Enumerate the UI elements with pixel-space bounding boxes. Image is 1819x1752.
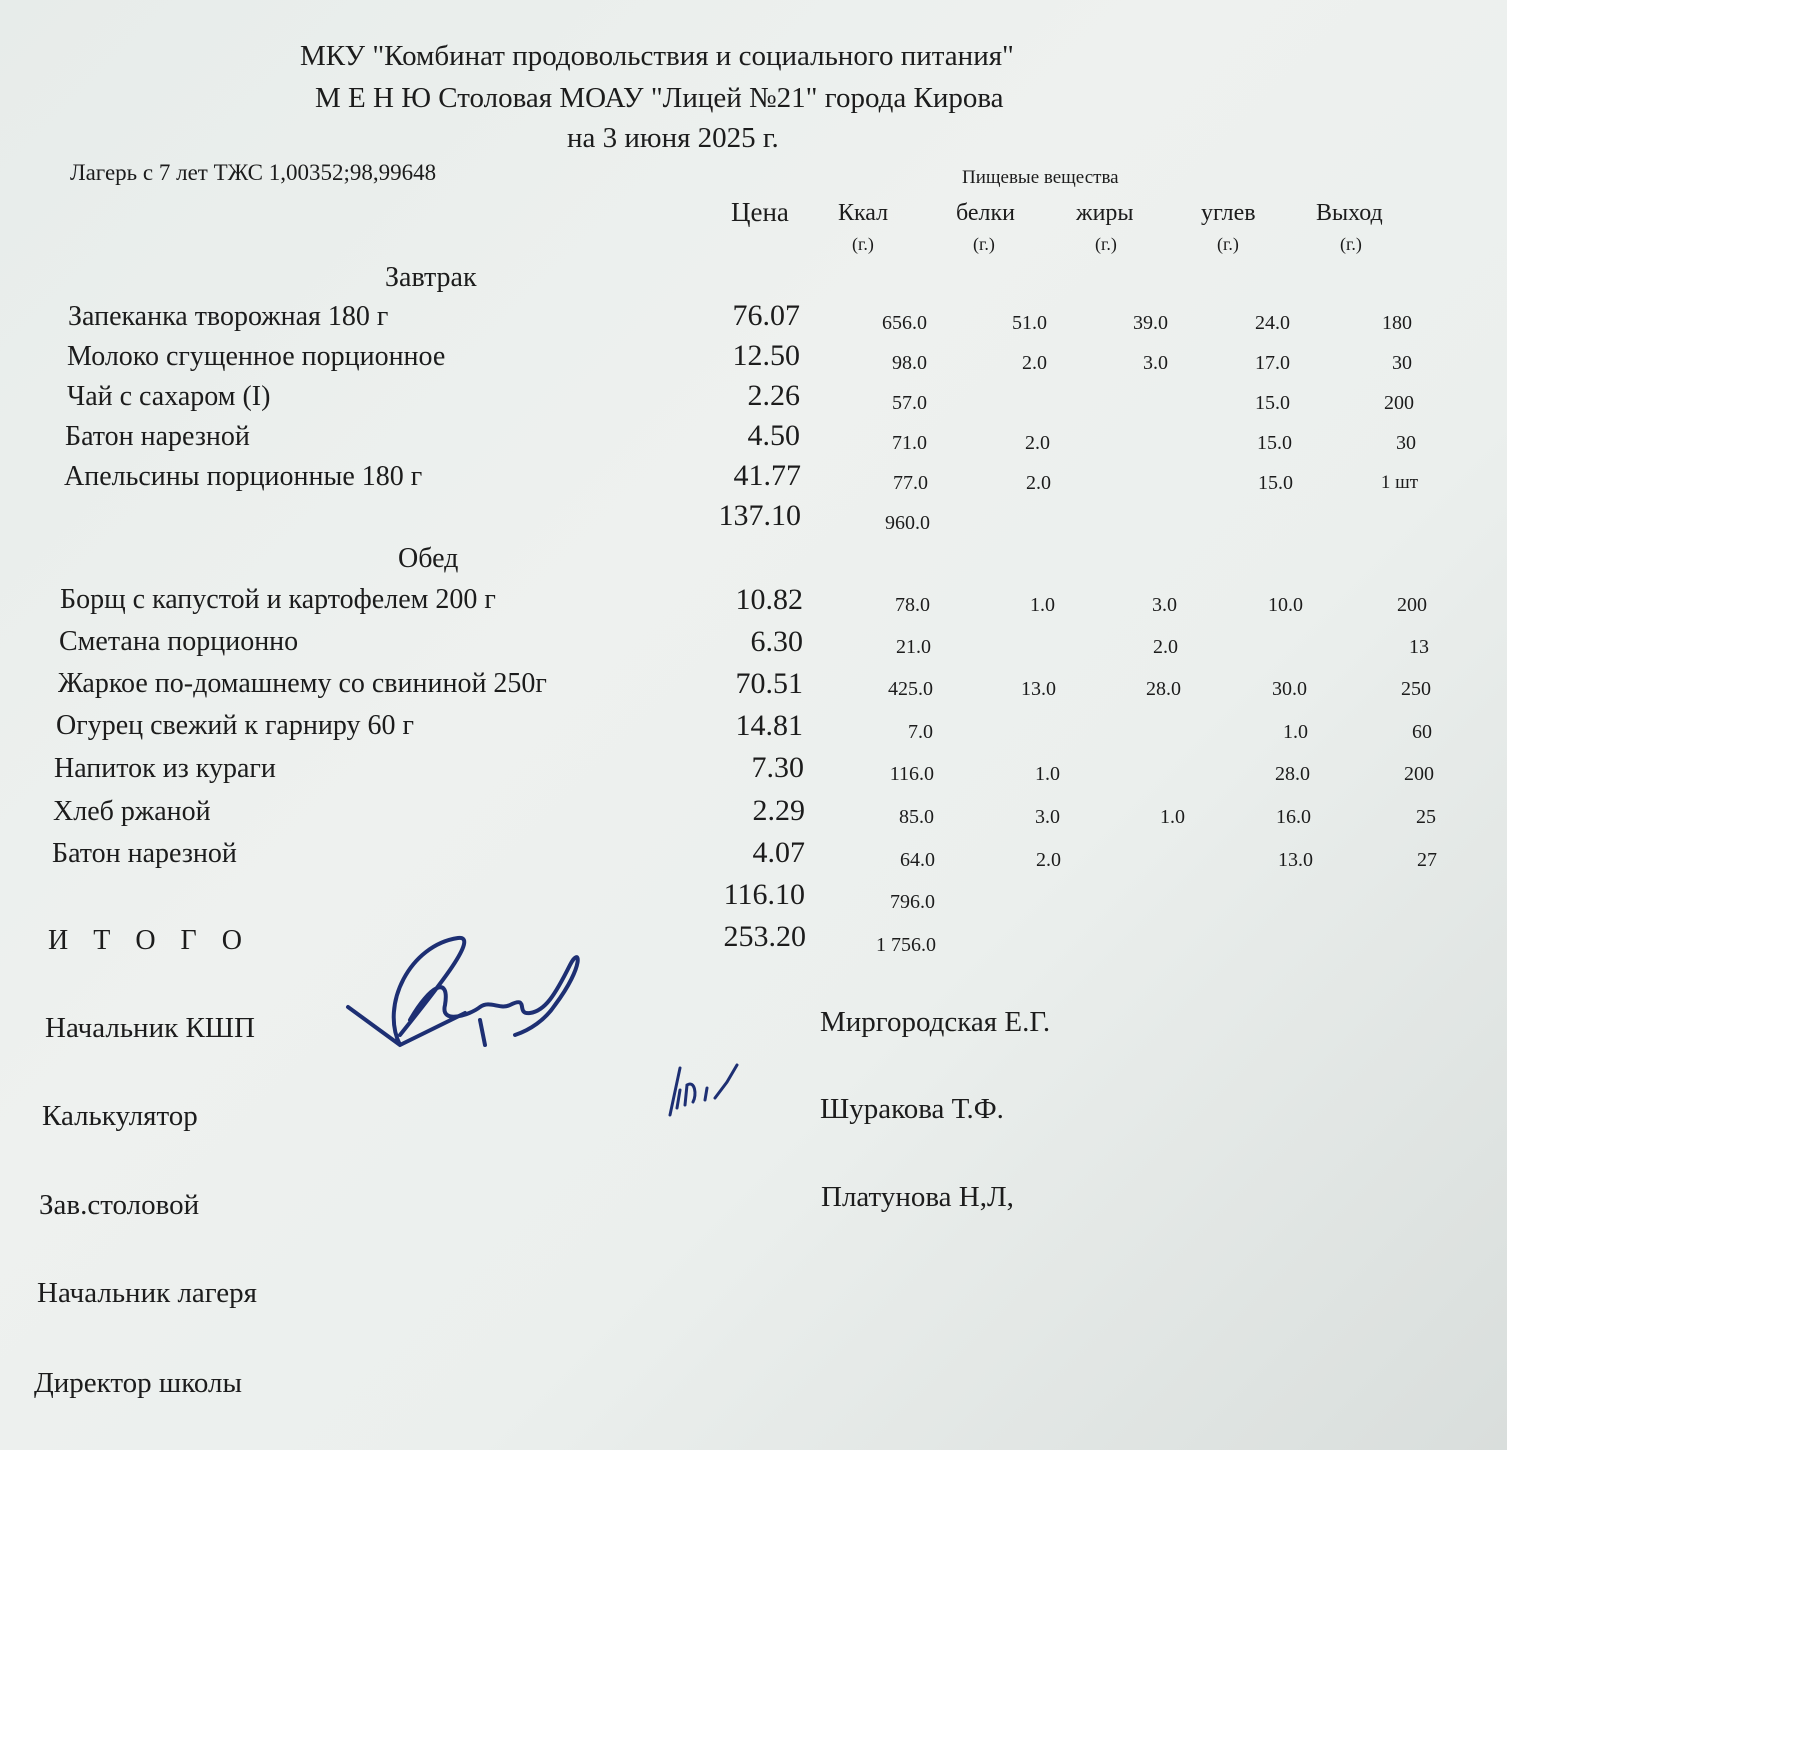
col-kcal-unit: (г.) bbox=[852, 234, 874, 254]
signature-role: Директор школы bbox=[34, 1367, 242, 1399]
menu-item-carbs: 10.0 bbox=[1268, 594, 1303, 616]
menu-item-yield: 250 bbox=[1401, 678, 1431, 700]
menu-item-protein: 51.0 bbox=[1012, 312, 1047, 334]
col-fat-header: жиры bbox=[1076, 200, 1134, 226]
col-carbs-unit: (г.) bbox=[1217, 234, 1239, 254]
menu-item-carbs: 28.0 bbox=[1275, 763, 1310, 785]
menu-item-fat: 3.0 bbox=[1143, 352, 1168, 374]
signature-role: Начальник КШП bbox=[45, 1012, 255, 1044]
menu-item-yield: 60 bbox=[1412, 721, 1432, 743]
menu-item-kcal: 85.0 bbox=[899, 806, 934, 828]
menu-item-price: 12.50 bbox=[732, 339, 800, 372]
menu-item-kcal: 116.0 bbox=[889, 763, 934, 785]
menu-item-price: 2.26 bbox=[747, 379, 800, 412]
col-carbs-header: углев bbox=[1201, 200, 1256, 226]
menu-item-protein: 1.0 bbox=[1035, 763, 1060, 785]
menu-item-yield: 30 bbox=[1392, 352, 1412, 374]
nutrients-header: Пищевые вещества bbox=[962, 167, 1119, 188]
menu-item-yield: 200 bbox=[1384, 392, 1414, 414]
menu-item-price: 41.77 bbox=[733, 459, 801, 492]
menu-item-carbs: 17.0 bbox=[1255, 352, 1290, 374]
menu-item-protein: 3.0 bbox=[1035, 806, 1060, 828]
menu-item-price: 76.07 bbox=[732, 299, 800, 332]
menu-item-name: Сметана порционно bbox=[59, 626, 299, 657]
signature-role: Зав.столовой bbox=[39, 1189, 200, 1221]
lunch-total-price: 116.10 bbox=[723, 878, 805, 911]
menu-item-carbs: 15.0 bbox=[1257, 432, 1292, 454]
menu-item-name: Батон нарезной bbox=[52, 838, 237, 869]
menu-item-yield: 200 bbox=[1404, 763, 1434, 785]
col-yield-unit: (г.) bbox=[1340, 234, 1362, 254]
menu-item-price: 7.30 bbox=[751, 751, 804, 784]
menu-item-carbs: 15.0 bbox=[1258, 472, 1293, 494]
grand-total-price: 253.20 bbox=[723, 920, 806, 953]
col-price-header: Цена bbox=[731, 197, 789, 227]
signature-name: Миргородская Е.Г. bbox=[820, 1006, 1051, 1038]
menu-item-name: Хлеб ржаной bbox=[53, 796, 211, 827]
menu-item-yield: 25 bbox=[1416, 806, 1436, 828]
menu-item-protein: 2.0 bbox=[1036, 849, 1061, 871]
menu-item-carbs: 1.0 bbox=[1283, 721, 1308, 743]
col-protein-header: белки bbox=[956, 200, 1016, 226]
menu-item-name: Чай с сахаром (I) bbox=[67, 381, 271, 412]
menu-item-fat: 28.0 bbox=[1146, 678, 1181, 700]
menu-item-kcal: 57.0 bbox=[892, 392, 927, 414]
breakfast-total-kcal: 960.0 bbox=[885, 512, 930, 534]
col-kcal-header: Ккал bbox=[838, 200, 889, 226]
menu-item-kcal: 425.0 bbox=[888, 678, 933, 700]
breakfast-total-price: 137.10 bbox=[718, 499, 801, 532]
menu-item-protein: 1.0 bbox=[1030, 594, 1055, 616]
signature-role: Начальник лагеря bbox=[37, 1277, 258, 1309]
menu-item-kcal: 71.0 bbox=[892, 432, 927, 454]
menu-item-yield: 180 bbox=[1382, 312, 1412, 334]
menu-item-name: Батон нарезной bbox=[65, 421, 250, 452]
menu-item-yield: 30 bbox=[1396, 432, 1416, 454]
menu-item-fat: 3.0 bbox=[1152, 594, 1177, 616]
section-breakfast-title: Завтрак bbox=[385, 262, 477, 293]
menu-item-protein: 2.0 bbox=[1022, 352, 1047, 374]
signature-role: Калькулятор bbox=[42, 1100, 198, 1132]
menu-item-price: 6.30 bbox=[750, 625, 803, 658]
menu-title: М Е Н Ю Столовая МОАУ "Лицей №21" города Кирова bbox=[315, 82, 1004, 114]
org-title: МКУ "Комбинат продовольствия и социального питания" bbox=[300, 40, 1014, 72]
col-protein-unit: (г.) bbox=[973, 234, 995, 254]
menu-date: на 3 июня 2025 г. bbox=[567, 122, 779, 154]
menu-item-kcal: 77.0 bbox=[893, 472, 928, 494]
menu-item-price: 14.81 bbox=[735, 709, 803, 742]
menu-item-carbs: 13.0 bbox=[1278, 849, 1313, 871]
lunch-total-kcal: 796.0 bbox=[890, 891, 935, 913]
menu-item-yield: 1 шт bbox=[1380, 472, 1418, 493]
menu-item-kcal: 7.0 bbox=[908, 721, 933, 743]
menu-item-kcal: 98.0 bbox=[892, 352, 927, 374]
section-lunch-title: Обед bbox=[398, 543, 459, 574]
menu-item-fat: 2.0 bbox=[1153, 636, 1178, 658]
menu-item-name: Запеканка творожная 180 г bbox=[68, 301, 389, 332]
grand-total-label: И Т О Г О bbox=[48, 925, 251, 956]
signature-name: Платунова Н,Л, bbox=[821, 1181, 1014, 1213]
menu-item-name: Апельсины порционные 180 г bbox=[64, 461, 423, 492]
menu-item-price: 10.82 bbox=[735, 583, 803, 616]
menu-item-carbs: 24.0 bbox=[1255, 312, 1290, 334]
menu-item-kcal: 21.0 bbox=[896, 636, 931, 658]
menu-item-name: Жаркое по-домашнему со свининой 250г bbox=[58, 668, 547, 699]
col-yield-header: Выход bbox=[1316, 200, 1383, 226]
menu-item-price: 70.51 bbox=[735, 667, 803, 700]
menu-item-yield: 200 bbox=[1397, 594, 1427, 616]
menu-item-kcal: 64.0 bbox=[900, 849, 935, 871]
menu-item-name: Молоко сгущенное порционное bbox=[67, 341, 446, 372]
menu-item-price: 2.29 bbox=[752, 794, 805, 827]
menu-item-name: Напиток из кураги bbox=[54, 753, 276, 784]
menu-item-fat: 39.0 bbox=[1133, 312, 1168, 334]
menu-item-yield: 13 bbox=[1409, 636, 1429, 658]
menu-item-fat: 1.0 bbox=[1160, 806, 1185, 828]
menu-item-kcal: 78.0 bbox=[895, 594, 930, 616]
menu-item-carbs: 16.0 bbox=[1276, 806, 1311, 828]
menu-item-carbs: 15.0 bbox=[1255, 392, 1290, 414]
menu-item-kcal: 656.0 bbox=[882, 312, 927, 334]
menu-item-price: 4.50 bbox=[747, 419, 800, 452]
menu-item-price: 4.07 bbox=[752, 836, 805, 869]
menu-item-yield: 27 bbox=[1417, 849, 1437, 871]
handwritten-signature bbox=[340, 925, 590, 1065]
col-fat-unit: (г.) bbox=[1095, 234, 1117, 254]
handwritten-signature bbox=[665, 1060, 755, 1120]
menu-item-protein: 13.0 bbox=[1021, 678, 1056, 700]
menu-item-protein: 2.0 bbox=[1026, 472, 1051, 494]
camp-info: Лагерь с 7 лет ТЖС 1,00352;98,99648 bbox=[70, 160, 437, 185]
menu-item-name: Огурец свежий к гарниру 60 г bbox=[56, 710, 414, 741]
signature-name: Шуракова Т.Ф. bbox=[820, 1093, 1004, 1125]
menu-item-carbs: 30.0 bbox=[1272, 678, 1307, 700]
menu-item-name: Борщ с капустой и картофелем 200 г bbox=[60, 584, 496, 615]
menu-item-protein: 2.0 bbox=[1025, 432, 1050, 454]
grand-total-kcal: 1 756.0 bbox=[876, 934, 936, 956]
